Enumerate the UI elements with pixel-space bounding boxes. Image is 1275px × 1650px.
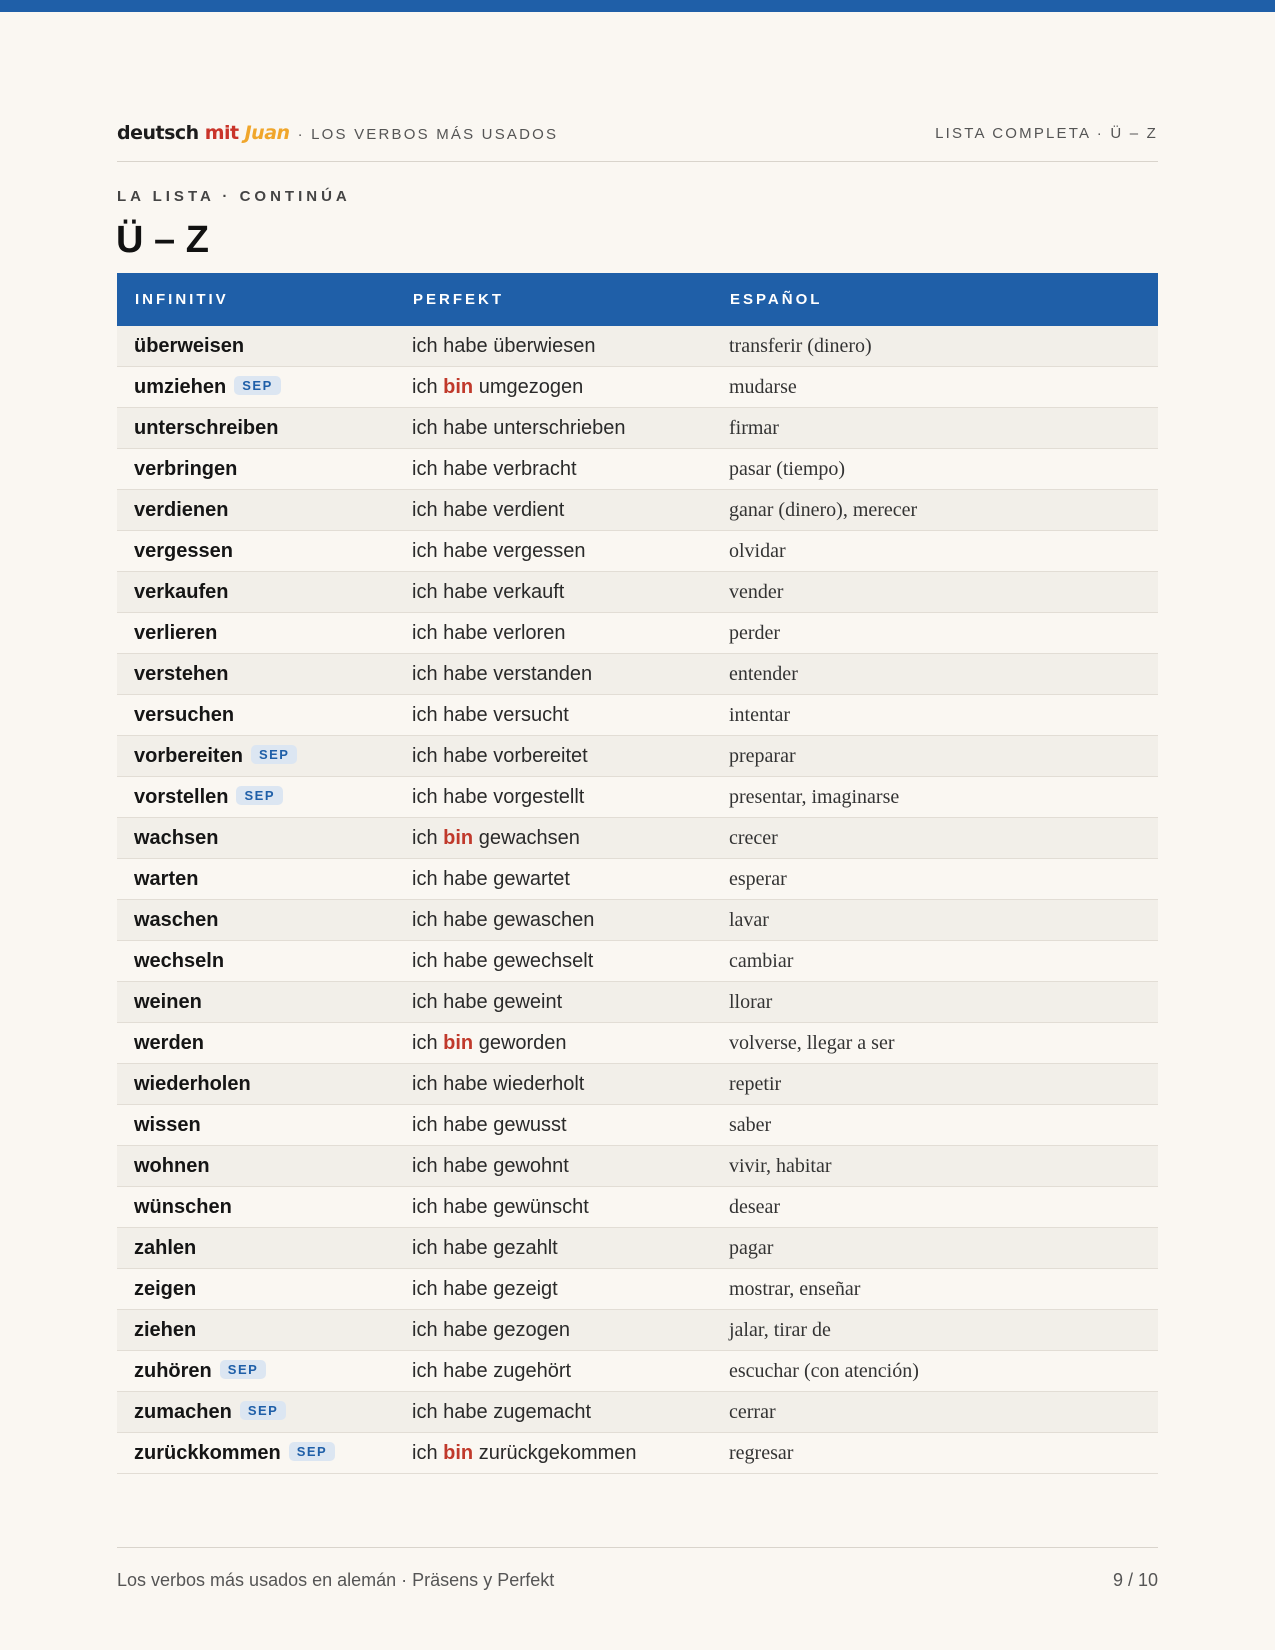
pronoun: ich	[412, 744, 438, 767]
page-title: Ü – Z	[116, 219, 209, 261]
participle: unterschrieben	[493, 416, 626, 439]
infinitiv-text: wachsen	[134, 826, 219, 849]
infinitiv-cell	[117, 777, 395, 818]
pronoun: ich	[412, 1318, 438, 1341]
table-row	[117, 818, 1158, 859]
participle: gewünscht	[493, 1195, 589, 1218]
perfekt-cell	[395, 941, 712, 982]
pronoun: ich	[412, 1031, 438, 1054]
auxiliary-habe: habe	[443, 1113, 488, 1136]
infinitiv-text: vorstellen	[134, 785, 229, 808]
perfekt-cell	[395, 1392, 712, 1433]
infinitiv-text: wiederholen	[134, 1072, 251, 1095]
infinitiv-cell	[117, 531, 395, 572]
infinitiv-text: warten	[134, 867, 199, 890]
participle: wiederholt	[493, 1072, 585, 1095]
perfekt-cell	[395, 1433, 712, 1474]
participle: vorbereitet	[493, 744, 588, 767]
footer-text: Los verbos más usados en alemán · Präsens y Perfekt	[117, 1570, 555, 1590]
espanol-cell: mudarse	[712, 367, 1158, 408]
logo-part-deutsch: deutsch	[117, 122, 199, 144]
espanol-cell: desear	[712, 1187, 1158, 1228]
infinitiv-cell	[117, 1146, 395, 1187]
table-row	[117, 859, 1158, 900]
infinitiv-text: überweisen	[134, 334, 245, 357]
pronoun: ich	[412, 908, 438, 931]
participle: gezahlt	[493, 1236, 558, 1259]
perfekt-cell	[395, 449, 712, 490]
participle: verstanden	[493, 662, 593, 685]
perfekt-cell	[395, 1351, 712, 1392]
pronoun: ich	[412, 867, 438, 890]
pronoun: ich	[412, 621, 438, 644]
pronoun: ich	[412, 826, 438, 849]
infinitiv-text: waschen	[134, 908, 219, 931]
auxiliary-habe: habe	[443, 908, 488, 931]
perfekt-cell	[395, 818, 712, 859]
page-number: 9 / 10	[1112, 1570, 1158, 1590]
participle: zurückgekommen	[478, 1441, 637, 1464]
auxiliary-habe: habe	[443, 334, 488, 357]
separable-badge: SEP	[220, 1360, 267, 1379]
perfekt-cell	[395, 367, 712, 408]
table-row	[117, 1187, 1158, 1228]
pronoun: ich	[412, 703, 438, 726]
infinitiv-cell	[117, 1105, 395, 1146]
participle: überwiesen	[493, 334, 596, 357]
infinitiv-text: ziehen	[134, 1318, 197, 1341]
table-row	[117, 1023, 1158, 1064]
espanol-cell: olvidar	[712, 531, 1158, 572]
infinitiv-cell	[117, 572, 395, 613]
auxiliary-habe: habe	[443, 621, 488, 644]
separable-badge: SEP	[240, 1401, 287, 1420]
infinitiv-text: werden	[134, 1031, 205, 1054]
perfekt-cell	[395, 1228, 712, 1269]
participle: gewohnt	[493, 1154, 569, 1177]
infinitiv-cell	[117, 695, 395, 736]
perfekt-cell	[395, 654, 712, 695]
infinitiv-cell	[117, 982, 395, 1023]
espanol-cell: transferir (dinero)	[712, 326, 1158, 367]
espanol-cell: vender	[712, 572, 1158, 613]
auxiliary-habe: habe	[443, 785, 488, 808]
participle: gewaschen	[493, 908, 595, 931]
espanol-cell: volverse, llegar a ser	[712, 1023, 1158, 1064]
participle: gewechselt	[493, 949, 594, 972]
participle: verdient	[493, 498, 565, 521]
participle: verloren	[493, 621, 566, 644]
table-row	[117, 654, 1158, 695]
participle: zugemacht	[493, 1400, 592, 1423]
perfekt-cell	[395, 490, 712, 531]
infinitiv-cell	[117, 818, 395, 859]
perfekt-cell	[395, 736, 712, 777]
pronoun: ich	[412, 1277, 438, 1300]
table-row	[117, 531, 1158, 572]
pronoun: ich	[412, 1236, 438, 1259]
column-header-perfekt: PERFEKT	[395, 273, 712, 326]
perfekt-cell	[395, 1105, 712, 1146]
table-row	[117, 1105, 1158, 1146]
espanol-cell: esperar	[712, 859, 1158, 900]
table-row	[117, 900, 1158, 941]
infinitiv-text: verlieren	[134, 621, 218, 644]
pronoun: ich	[412, 1400, 438, 1423]
auxiliary-habe: habe	[443, 1154, 488, 1177]
infinitiv-cell	[117, 1310, 395, 1351]
table-row	[117, 326, 1158, 367]
table-body	[117, 326, 1158, 1474]
column-header-espanol: ESPAÑOL	[712, 273, 1158, 326]
column-header-infinitiv: INFINITIV	[117, 273, 395, 326]
pronoun: ich	[412, 580, 438, 603]
infinitiv-cell	[117, 1392, 395, 1433]
auxiliary-habe: habe	[443, 949, 488, 972]
participle: gezeigt	[493, 1277, 558, 1300]
infinitiv-cell	[117, 1351, 395, 1392]
table-row	[117, 1351, 1158, 1392]
participle: gezogen	[493, 1318, 570, 1341]
perfekt-cell	[395, 695, 712, 736]
espanol-cell: escuchar (con atención)	[712, 1351, 1158, 1392]
infinitiv-cell	[117, 900, 395, 941]
pronoun: ich	[412, 416, 438, 439]
infinitiv-cell	[117, 613, 395, 654]
participle: vorgestellt	[493, 785, 585, 808]
infinitiv-text: wissen	[134, 1113, 201, 1136]
separable-badge: SEP	[236, 786, 283, 805]
pronoun: ich	[412, 1195, 438, 1218]
espanol-cell: firmar	[712, 408, 1158, 449]
table-row	[117, 1228, 1158, 1269]
brand	[117, 122, 558, 144]
auxiliary-habe: habe	[443, 457, 488, 480]
table-row	[117, 982, 1158, 1023]
perfekt-cell	[395, 408, 712, 449]
espanol-cell: pasar (tiempo)	[712, 449, 1158, 490]
page-header	[117, 118, 1158, 162]
participle: gewusst	[493, 1113, 567, 1136]
infinitiv-cell	[117, 1269, 395, 1310]
infinitiv-text: verstehen	[134, 662, 229, 685]
infinitiv-cell	[117, 1433, 395, 1474]
separable-badge: SEP	[234, 376, 281, 395]
table-row	[117, 736, 1158, 777]
infinitiv-text: wohnen	[134, 1154, 210, 1177]
table-row	[117, 695, 1158, 736]
infinitiv-cell	[117, 1064, 395, 1105]
perfekt-cell	[395, 572, 712, 613]
table-row	[117, 1433, 1158, 1474]
participle: geweint	[493, 990, 563, 1013]
table-row	[117, 449, 1158, 490]
section-kicker: LA LISTA · CONTINÚA	[117, 188, 351, 205]
auxiliary-habe: habe	[443, 744, 488, 767]
infinitiv-text: vergessen	[134, 539, 233, 562]
perfekt-cell	[395, 1269, 712, 1310]
pronoun: ich	[412, 539, 438, 562]
auxiliary-habe: habe	[443, 539, 488, 562]
infinitiv-cell	[117, 1187, 395, 1228]
auxiliary-bin: bin	[443, 826, 474, 849]
espanol-cell: repetir	[712, 1064, 1158, 1105]
infinitiv-text: zahlen	[134, 1236, 197, 1259]
infinitiv-cell	[117, 449, 395, 490]
auxiliary-habe: habe	[443, 1277, 488, 1300]
perfekt-cell	[395, 326, 712, 367]
infinitiv-cell	[117, 326, 395, 367]
espanol-cell: perder	[712, 613, 1158, 654]
infinitiv-text: vorbereiten	[134, 744, 243, 767]
infinitiv-text: zurückkommen	[134, 1441, 281, 1464]
infinitiv-cell	[117, 941, 395, 982]
espanol-cell: intentar	[712, 695, 1158, 736]
separable-badge: SEP	[251, 745, 298, 764]
espanol-cell: cambiar	[712, 941, 1158, 982]
espanol-cell: preparar	[712, 736, 1158, 777]
auxiliary-habe: habe	[443, 1359, 488, 1382]
pronoun: ich	[412, 1072, 438, 1095]
pronoun: ich	[412, 457, 438, 480]
infinitiv-text: verkaufen	[134, 580, 229, 603]
pronoun: ich	[412, 498, 438, 521]
logo-part-mit: mit	[204, 122, 239, 144]
infinitiv-cell	[117, 654, 395, 695]
infinitiv-cell	[117, 1228, 395, 1269]
auxiliary-habe: habe	[443, 703, 488, 726]
table-row	[117, 408, 1158, 449]
auxiliary-bin: bin	[443, 1031, 474, 1054]
table-row	[117, 1310, 1158, 1351]
perfekt-cell	[395, 531, 712, 572]
infinitiv-cell	[117, 1023, 395, 1064]
espanol-cell: lavar	[712, 900, 1158, 941]
auxiliary-habe: habe	[443, 416, 488, 439]
pronoun: ich	[412, 785, 438, 808]
infinitiv-text: versuchen	[134, 703, 235, 726]
participle: geworden	[478, 1031, 567, 1054]
espanol-cell: jalar, tirar de	[712, 1310, 1158, 1351]
table-row	[117, 1269, 1158, 1310]
infinitiv-text: weinen	[134, 990, 202, 1013]
table-row	[117, 490, 1158, 531]
infinitiv-text: zumachen	[134, 1400, 232, 1423]
pronoun: ich	[412, 375, 438, 398]
table-row	[117, 367, 1158, 408]
page-footer	[117, 1547, 1158, 1590]
table-row	[117, 1064, 1158, 1105]
infinitiv-text: zeigen	[134, 1277, 197, 1300]
pronoun: ich	[412, 1359, 438, 1382]
infinitiv-text: wünschen	[134, 1195, 232, 1218]
auxiliary-habe: habe	[443, 1236, 488, 1259]
infinitiv-cell	[117, 859, 395, 900]
pronoun: ich	[412, 1154, 438, 1177]
auxiliary-habe: habe	[443, 1072, 488, 1095]
espanol-cell: llorar	[712, 982, 1158, 1023]
participle: gewachsen	[478, 826, 580, 849]
infinitiv-cell	[117, 490, 395, 531]
perfekt-cell	[395, 1146, 712, 1187]
table-row	[117, 1392, 1158, 1433]
infinitiv-text: zuhören	[134, 1359, 212, 1382]
auxiliary-habe: habe	[443, 1195, 488, 1218]
espanol-cell: vivir, habitar	[712, 1146, 1158, 1187]
participle: zugehört	[493, 1359, 572, 1382]
table-row	[117, 572, 1158, 613]
table-row	[117, 613, 1158, 654]
espanol-cell: saber	[712, 1105, 1158, 1146]
infinitiv-cell	[117, 367, 395, 408]
auxiliary-habe: habe	[443, 662, 488, 685]
pronoun: ich	[412, 1113, 438, 1136]
participle: gewartet	[493, 867, 570, 890]
pronoun: ich	[412, 990, 438, 1013]
top-accent-bar	[0, 0, 1275, 12]
infinitiv-text: verbringen	[134, 457, 238, 480]
table-row	[117, 941, 1158, 982]
section-range: LISTA COMPLETA · Ü – Z	[935, 125, 1158, 142]
infinitiv-text: wechseln	[134, 949, 225, 972]
infinitiv-text: unterschreiben	[134, 416, 279, 439]
table-header-row	[117, 273, 1158, 326]
espanol-cell: presentar, imaginarse	[712, 777, 1158, 818]
participle: versucht	[493, 703, 569, 726]
infinitiv-cell	[117, 736, 395, 777]
espanol-cell: cerrar	[712, 1392, 1158, 1433]
perfekt-cell	[395, 982, 712, 1023]
participle: verkauft	[493, 580, 565, 603]
infinitiv-cell	[117, 408, 395, 449]
perfekt-cell	[395, 1064, 712, 1105]
espanol-cell: pagar	[712, 1228, 1158, 1269]
auxiliary-habe: habe	[443, 990, 488, 1013]
logo	[117, 122, 290, 144]
espanol-cell: entender	[712, 654, 1158, 695]
table-row	[117, 1146, 1158, 1187]
espanol-cell: regresar	[712, 1433, 1158, 1474]
auxiliary-habe: habe	[443, 580, 488, 603]
participle: umgezogen	[478, 375, 584, 398]
perfekt-cell	[395, 1187, 712, 1228]
infinitiv-text: verdienen	[134, 498, 229, 521]
document-title: · LOS VERBOS MÁS USADOS	[297, 126, 559, 143]
auxiliary-habe: habe	[443, 498, 488, 521]
auxiliary-habe: habe	[443, 867, 488, 890]
participle: verbracht	[493, 457, 577, 480]
perfekt-cell	[395, 859, 712, 900]
auxiliary-bin: bin	[443, 375, 474, 398]
pronoun: ich	[412, 1441, 438, 1464]
table-row	[117, 777, 1158, 818]
perfekt-cell	[395, 777, 712, 818]
separable-badge: SEP	[289, 1442, 336, 1461]
auxiliary-habe: habe	[443, 1400, 488, 1423]
perfekt-cell	[395, 1310, 712, 1351]
pronoun: ich	[412, 662, 438, 685]
verb-table	[117, 273, 1158, 1474]
infinitiv-text: umziehen	[134, 375, 227, 398]
perfekt-cell	[395, 900, 712, 941]
pronoun: ich	[412, 949, 438, 972]
participle: vergessen	[493, 539, 586, 562]
espanol-cell: mostrar, enseñar	[712, 1269, 1158, 1310]
auxiliary-habe: habe	[443, 1318, 488, 1341]
pronoun: ich	[412, 334, 438, 357]
espanol-cell: crecer	[712, 818, 1158, 859]
logo-part-juan: Juan	[244, 122, 290, 144]
perfekt-cell	[395, 1023, 712, 1064]
auxiliary-bin: bin	[443, 1441, 474, 1464]
espanol-cell: ganar (dinero), merecer	[712, 490, 1158, 531]
perfekt-cell	[395, 613, 712, 654]
